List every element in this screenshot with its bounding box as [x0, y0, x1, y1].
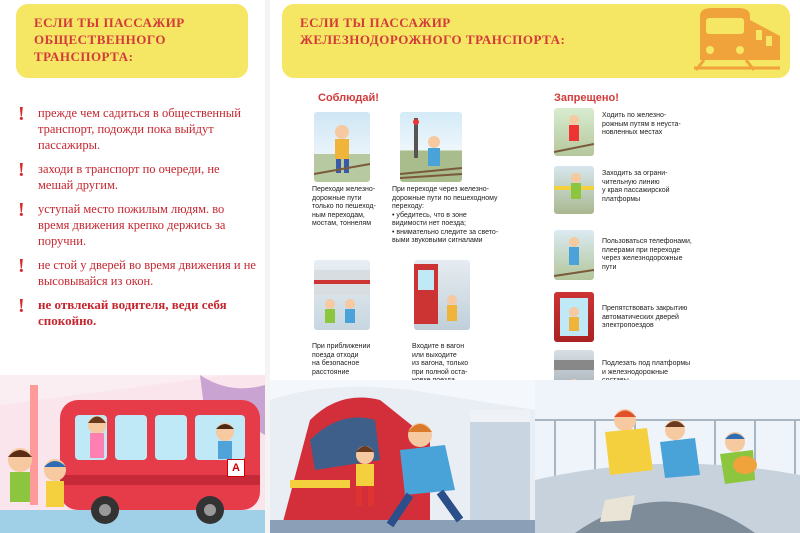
exclamation-icon: !	[18, 199, 25, 221]
forbidden-illustration	[554, 292, 594, 342]
observe-illustration	[314, 112, 370, 182]
exclamation-icon: !	[18, 103, 25, 125]
public-transport-title: ЕСЛИ ТЫ ПАССАЖИР ОБЩЕСТВЕННОГО ТРАНСПОРТА:	[34, 15, 185, 64]
forbidden-caption: Ходить по железно- рожным путям в неуста- новленных местах	[602, 112, 681, 136]
exclamation-icon: !	[18, 255, 25, 277]
platform-fall-illustration	[535, 380, 800, 533]
public-transport-rules	[18, 105, 258, 337]
rule-item: ! не стой у дверей во время движения и не высовывайся из окон.	[18, 255, 256, 288]
observe-caption: При переходе через железно- дорожные пути по пешеходному переходу: • убедитесь, что в зоне видимости нет поезда; • внимательно следите за свето- выми звуковыми сигналами	[392, 186, 499, 244]
rule-item: ! заходи в транспорт по очереди, не мешай другим.	[18, 159, 220, 192]
observe-caption: Переходи железно- дорожные пути только по пешеход- ным переходам, мостам, тоннелям	[312, 186, 376, 227]
forbidden-caption: Пользоваться телефонами, плеерами при переходе через железнодорожные пути	[602, 238, 692, 271]
train-icon	[690, 6, 782, 74]
rule-item: ! прежде чем садиться в общественный транспорт, подожди пока выйдут пассажиры.	[18, 103, 241, 152]
railway-title: ЕСЛИ ТЫ ПАССАЖИР ЖЕЛЕЗНОДОРОЖНОГО ТРАНСПОРТА:	[300, 15, 566, 47]
observe-heading: Соблюдай!	[318, 92, 379, 104]
observe-caption: При приближении поезда отходи на безопасное расстояние	[312, 343, 371, 376]
observe-illustration	[314, 260, 370, 330]
forbidden-heading: Запрещено!	[554, 92, 619, 104]
observe-caption: Входите в вагон или выходите из вагона, только при полной оста-	[412, 343, 469, 376]
forbidden-illustration	[554, 108, 594, 156]
railway-panel	[270, 0, 800, 533]
forbidden-caption: Препятствовать закрытию автоматических дверей электропоездов	[602, 305, 688, 329]
forbidden-illustration	[554, 166, 594, 214]
rule-item: ! уступай место пожилым людям. во время движения крепко держись за поручни.	[18, 199, 226, 248]
bus-sign: А	[227, 459, 245, 477]
exclamation-icon: !	[18, 295, 25, 317]
train-platform-illustration	[270, 380, 535, 533]
public-transport-panel	[0, 0, 265, 533]
observe-illustration	[414, 260, 470, 330]
rule-item: ! не отвлекай водителя, веди себя спокойно.	[18, 295, 227, 328]
observe-illustration	[400, 112, 462, 182]
forbidden-caption: Подлезать под платформы и железнодорожные	[602, 360, 691, 376]
bus-stop-illustration	[0, 375, 265, 533]
exclamation-icon: !	[18, 159, 25, 181]
forbidden-illustration	[554, 230, 594, 280]
forbidden-caption: Заходить за ограни- чительную линию у края пассажирской платформы	[602, 170, 670, 203]
